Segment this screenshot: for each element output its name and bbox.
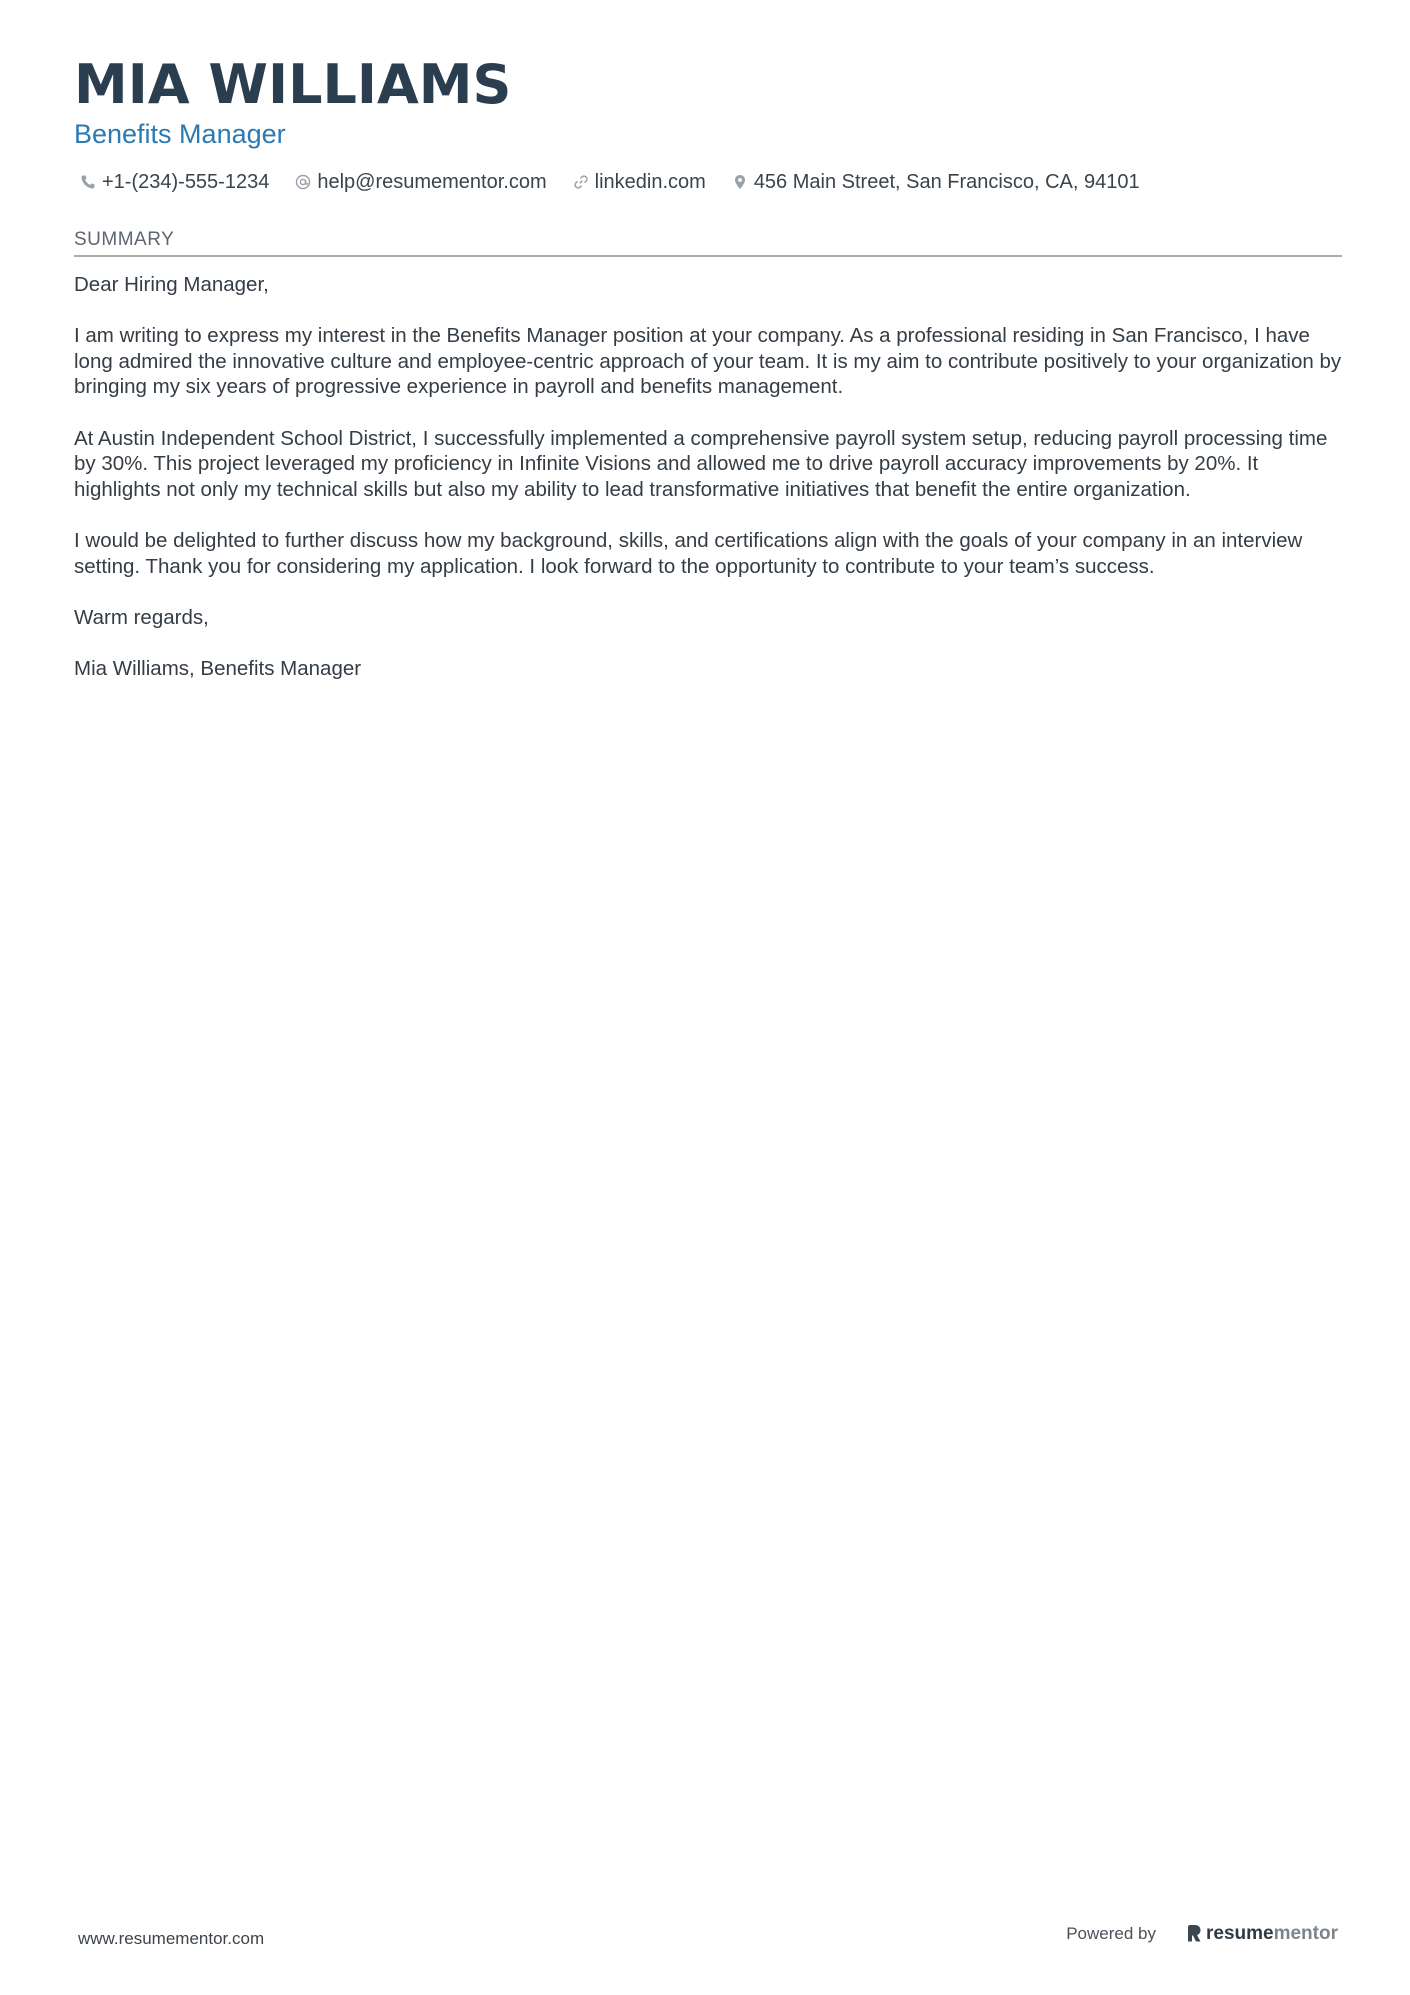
contact-phone[interactable] <box>80 171 269 194</box>
email-text: help@resumementor.com <box>317 170 547 193</box>
website-text: linkedin.com <box>594 170 706 193</box>
letter-salutation: Dear Hiring Manager, <box>74 273 269 296</box>
phone-text: +1-(234)-555-1234 <box>102 170 270 193</box>
link-icon <box>573 174 589 190</box>
brand-part-mentor: mentor <box>1273 1923 1338 1944</box>
letter-paragraph: At Austin Independent School District, I successfully implemented a comprehensive payroll system setup, reducing payroll processing time by 30%. This project leveraged my proficiency in Infinite Visions and allowed me to drive payroll accuracy improvements by 20%. It highlights not only my technical skills but also my ability to lead transformative initiatives that benefit the entire organization. <box>74 426 1328 501</box>
footer-website-link[interactable]: www.resumementor.com <box>78 1929 265 1948</box>
at-icon <box>295 174 311 190</box>
powered-by-label: Powered by <box>1066 1924 1156 1943</box>
phone-icon <box>80 174 96 190</box>
candidate-name: MIA WILLIAMS <box>74 53 512 116</box>
contact-email[interactable] <box>295 171 546 194</box>
contact-address <box>732 171 1140 194</box>
location-pin-icon <box>732 174 748 190</box>
address-text: 456 Main Street, San Francisco, CA, 94101 <box>753 170 1140 193</box>
brand-part-resume: resume <box>1205 1923 1274 1944</box>
footer-branding <box>1066 1923 1338 1945</box>
section-heading-summary: SUMMARY <box>74 229 1342 257</box>
letter-paragraph: I am writing to express my interest in the Benefits Manager position at your company. As a professional residing in San Francisco, I have long admired the innovative culture and employee-centric approach of your team. It is my aim to contribute positively to your organization by bringing my six years of progressive experience in payroll and benefits management. <box>74 324 1342 399</box>
letter-closing: Warm regards, <box>74 605 209 629</box>
resumementor-logo-icon <box>1186 1924 1202 1944</box>
contact-bar <box>80 168 1166 196</box>
contact-website[interactable] <box>573 171 706 194</box>
candidate-title: Benefits Manager <box>74 119 286 149</box>
letter-signature: Mia Williams, Benefits Manager <box>74 656 362 680</box>
brand-logo[interactable] <box>1186 1923 1338 1945</box>
letter-body <box>74 272 1342 707</box>
letter-paragraph: I would be delighted to further discuss how my background, skills, and certifications align with the goals of your company in an interview setting. Thank you for considering my application. I look forward to the opportunity to contribute to your team’s success. <box>74 528 1303 578</box>
